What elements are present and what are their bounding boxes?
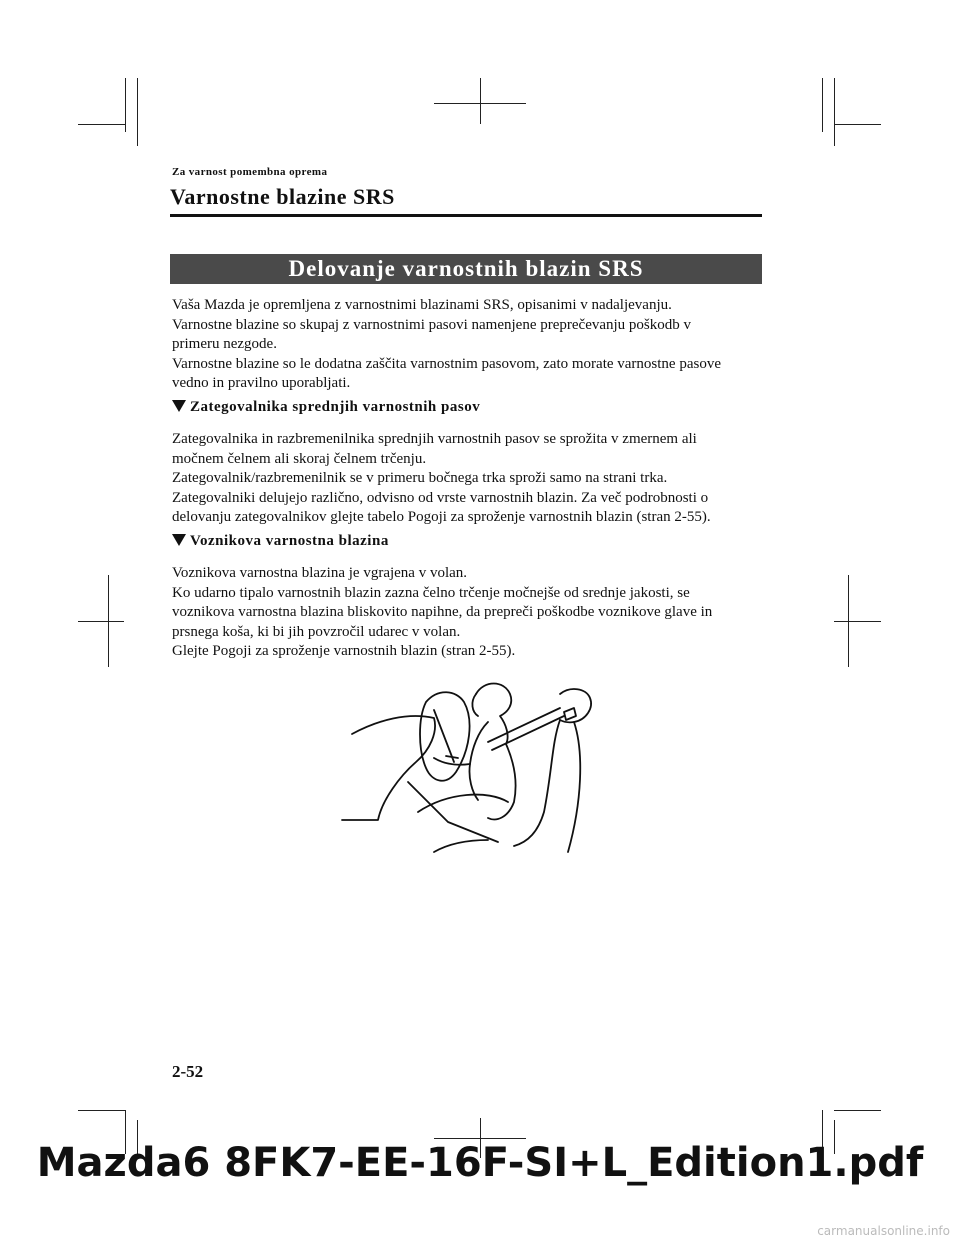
subsection-heading-pretensioners <box>172 399 480 416</box>
body-line: močnem čelnem ali skoraj čelnem trčenju. <box>172 450 427 467</box>
body-line: delovanju zategovalnikov glejte tabelo Pogoji za sproženje varnostnih blazin (stran 2-55). <box>172 509 711 525</box>
body-line: Ko udarno tipalo varnostnih blazin zazna čelno trčenje močnejše od srednje jakosti, se <box>172 584 690 601</box>
body-line: prsnega koša, ki bi jih povzročil udarec v volan. <box>172 623 461 640</box>
intro-line: primeru nezgode. <box>172 336 277 352</box>
triangle-bullet-icon <box>172 534 186 546</box>
body-line: Zategovalnik/razbremenilnik se v primeru bočnega trka sproži samo na strani trka. <box>172 470 668 486</box>
section-kicker: Za varnost pomembna oprema <box>172 166 328 178</box>
driver-airbag-paragraph <box>172 564 762 662</box>
page-number: 2-52 <box>172 1062 204 1081</box>
body-line: Voznikova varnostna blazina je vgrajena v volan. <box>172 565 468 581</box>
intro-line: Vaša Mazda je opremljena z varnostnimi blazinami SRS, opisanimi v nadaljevanju. <box>172 297 672 313</box>
site-watermark: carmanualsonline.info <box>817 1224 950 1238</box>
intro-line: vedno in pravilno uporabljati. <box>172 375 351 391</box>
section-banner: Delovanje varnostnih blazin SRS <box>170 254 762 284</box>
body-line: Glejte Pogoji za sproženje varnostnih blazin (stran 2-55). <box>172 643 516 659</box>
body-line: Zategovalniki delujejo različno, odvisno od vrste varnostnih blazin. Za več podrobnosti o <box>172 489 709 506</box>
subsection-title: Zategovalnika sprednjih varnostnih pasov <box>190 399 481 415</box>
body-line: Zategovalnika in razbremenilnika sprednjih varnostnih pasov se sprožita v zmernem ali <box>172 431 697 447</box>
pretensioners-paragraph <box>172 430 762 528</box>
intro-line: Varnostne blazine so le dodatna zaščita varnostnim pasovom, zato morate varnostne pasove <box>172 355 721 372</box>
body-line: voznikova varnostna blazina bliskovito napihne, da prepreči poškodbe voznikove glave in <box>172 604 713 620</box>
driver-airbag-illustration-icon <box>338 672 608 862</box>
subsection-title: Voznikova varnostna blazina <box>190 533 389 549</box>
header-rule <box>170 214 762 217</box>
intro-line: Varnostne blazine so skupaj z varnostnimi pasovi namenjene preprečevanju poškodb v <box>172 316 692 333</box>
subsection-heading-driver-airbag <box>172 533 389 550</box>
intro-paragraph <box>172 296 762 394</box>
chapter-title: Varnostne blazine SRS <box>170 184 395 209</box>
pdf-watermark: Mazda6 8FK7-EE-16F-SI+L_Edition1.pdf <box>36 1140 924 1186</box>
triangle-bullet-icon <box>172 400 186 412</box>
